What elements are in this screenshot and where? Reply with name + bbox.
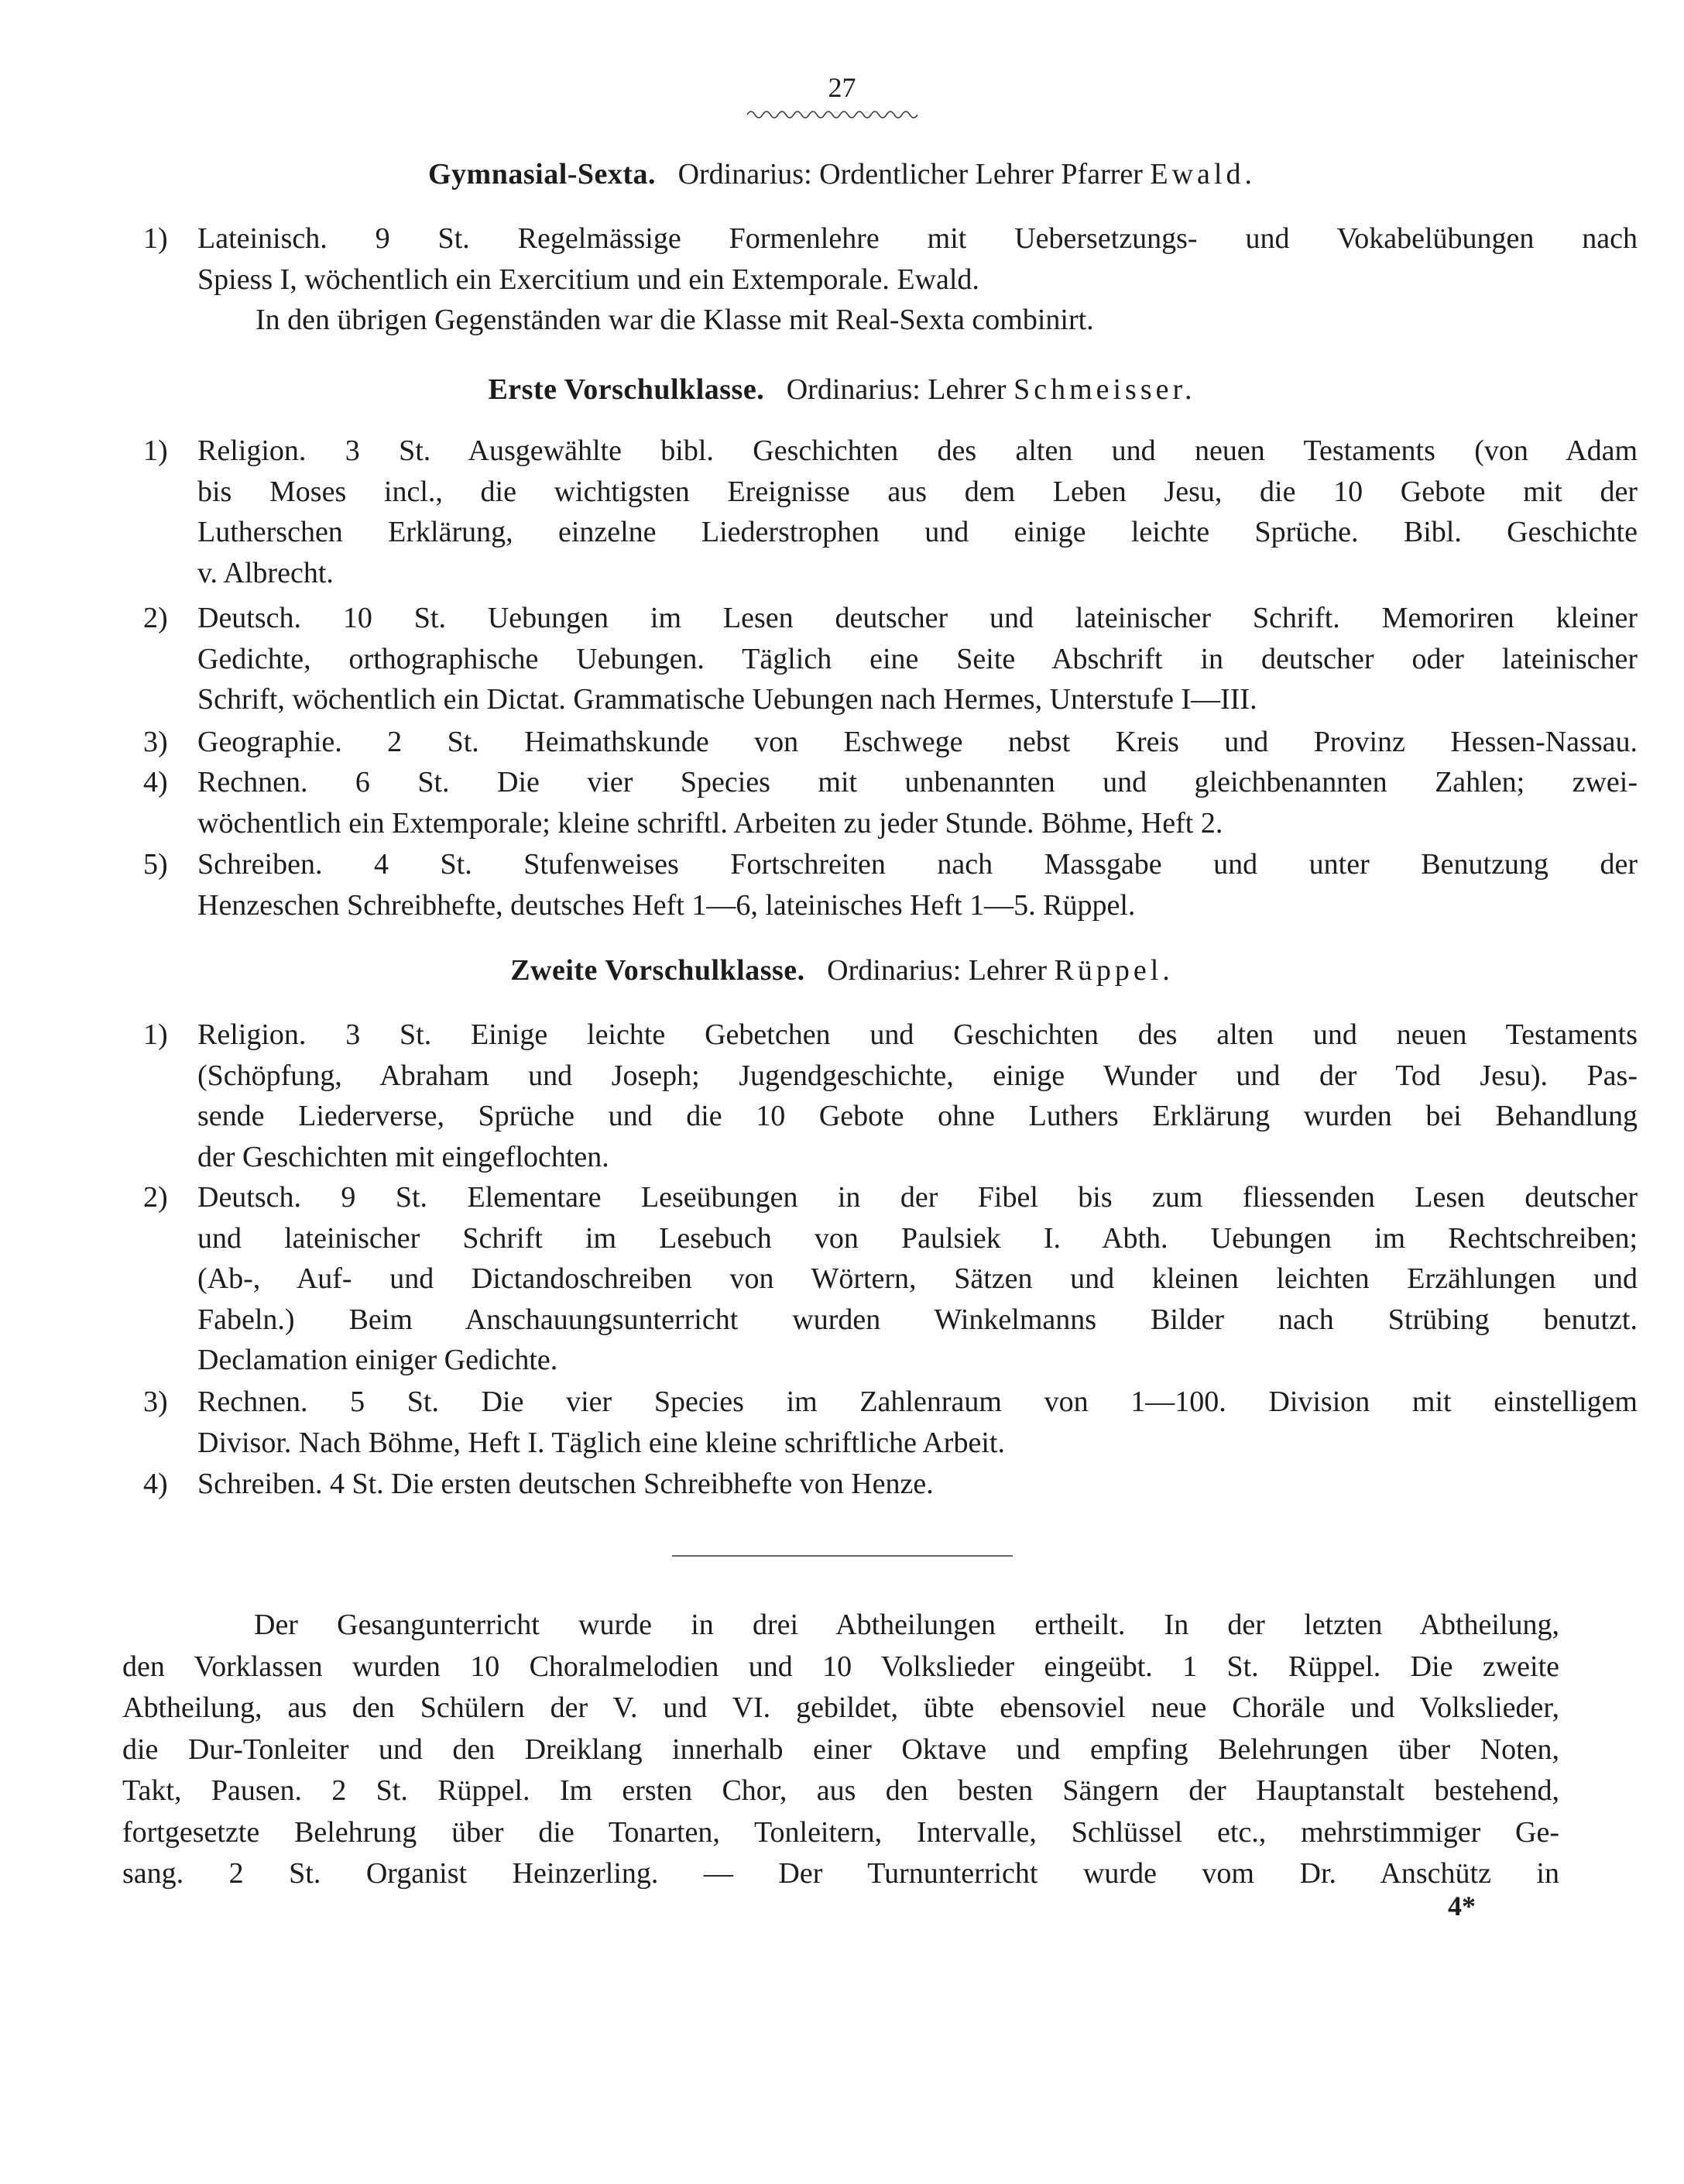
teacher-name: Ewald.	[1150, 158, 1256, 191]
paragraph-line: die Dur-Tonleiter und den Dreiklang innerhalb einer Oktave und empfing Belehrungen über Noten,	[122, 1732, 1559, 1766]
ornament-divider	[747, 108, 917, 121]
teacher-name: Rüppel.	[1054, 954, 1174, 987]
closing-paragraph	[122, 1605, 1559, 1895]
item-number: 3)	[143, 1386, 168, 1418]
section-ordinarius: Ordinarius: Lehrer	[786, 373, 1014, 406]
item-line: bis Moses incl., die wichtigsten Ereignisse aus dem Leben Jesu, die 10 Gebote mit der	[197, 475, 1638, 508]
section-note	[256, 300, 1494, 341]
item-line: v. Albrecht.	[197, 556, 334, 589]
item-line: Lutherschen Erklärung, einzelne Liederstrophen und einige leichte Sprüche. Bibl. Geschichte	[197, 516, 1638, 548]
item-number: 2)	[143, 602, 168, 634]
item-line: der Geschichten mit eingeflochten.	[197, 1140, 609, 1173]
item-number: 1)	[143, 222, 168, 255]
signature-mark: 4*	[1448, 1890, 1476, 1921]
item-line: sende Liederverse, Sprüche und die 10 Gebote ohne Luthers Erklärung wurden bei Behandlung	[197, 1100, 1638, 1132]
section-heading	[0, 951, 1684, 990]
section-ordinarius: Ordinarius: Lehrer	[827, 954, 1055, 987]
paragraph-line: Takt, Pausen. 2 St. Rüppel. Im ersten Chor, aus den besten Sängern der Hauptanstalt bestehend,	[122, 1774, 1559, 1807]
paragraph-line: fortgesetzte Belehrung über die Tonarten, Tonleitern, Intervalle, Schlüssel etc., mehrstimmiger Ge-	[122, 1815, 1559, 1849]
paragraph-line: Abtheilung, aus den Schülern der V. und VI. gebildet, übte ebensoviel neue Choräle und Volkslieder,	[122, 1691, 1559, 1724]
item-line: Geographie. 2 St. Heimathskunde von Eschwege nebst Kreis und Provinz Hessen-Nassau.	[197, 726, 1638, 758]
item-number: 3)	[143, 726, 168, 758]
item-number: 5)	[143, 848, 168, 881]
item-number: 1)	[143, 434, 168, 467]
item-line: (Schöpfung, Abraham und Joseph; Jugendgeschichte, einige Wunder und der Tod Jesu). Pas-	[197, 1059, 1638, 1092]
item-line: Divisor. Nach Böhme, Heft I. Täglich eine kleine schriftliche Arbeit.	[197, 1426, 1005, 1459]
item-line: Declamation einiger Gedichte.	[197, 1344, 558, 1376]
item-line: wöchentlich ein Extemporale; kleine schriftl. Arbeiten zu jeder Stunde. Böhme, Heft 2.	[197, 806, 1223, 840]
section-ordinarius: Ordinarius: Ordentlicher Lehrer Pfarrer	[677, 158, 1151, 191]
item-line: Schreiben. 4 St. Stufenweises Fortschreiten nach Massgabe und unter Benutzung der	[197, 848, 1638, 881]
item-line: Schrift, wöchentlich ein Dictat. Grammatische Uebungen nach Hermes, Unterstufe I—III.	[197, 683, 1257, 716]
section-heading	[0, 370, 1684, 409]
note-text: In den übrigen Gegenständen war die Klasse mit Real-Sexta combinirt.	[256, 304, 1094, 336]
section-title: Erste Vorschulklasse.	[488, 373, 765, 406]
item-number: 2)	[143, 1181, 168, 1214]
item-number: 4)	[143, 766, 168, 798]
item-line: Lateinisch. 9 St. Regelmässige Formenlehre mit Uebersetzungs- und Vokabelübungen nach	[197, 222, 1638, 255]
teacher-name: Schmeisser.	[1013, 373, 1196, 406]
section-title: Zweite Vorschulklasse.	[510, 954, 805, 987]
item-line: Religion. 3 St. Einige leichte Gebetchen und Geschichten des alten und neuen Testaments	[197, 1018, 1638, 1051]
section-heading	[0, 155, 1684, 194]
paragraph-line: Der Gesangunterricht wurde in drei Abtheilungen ertheilt. In der letzten Abtheilung,	[254, 1609, 1559, 1641]
item-line: Schreiben. 4 St. Die ersten deutschen Schreibhefte von Henze.	[197, 1468, 934, 1500]
item-line: Spiess I, wöchentlich ein Exercitium und ein Extemporale. Ewald.	[197, 263, 979, 296]
item-line: Deutsch. 9 St. Elementare Leseübungen in der Fibel bis zum fliessenden Lesen deutscher	[197, 1181, 1638, 1214]
paragraph-line: sang. 2 St. Organist Heinzerling. — Der Turnunterricht wurde vom Dr. Anschütz in	[122, 1857, 1559, 1890]
section-divider	[672, 1555, 1013, 1557]
page-number: 27	[828, 72, 856, 103]
item-number: 1)	[143, 1018, 168, 1051]
item-line: Rechnen. 5 St. Die vier Species im Zahlenraum von 1—100. Division mit einstelligem	[197, 1386, 1638, 1418]
item-line: Fabeln.) Beim Anschauungsunterricht wurden Winkelmanns Bilder nach Strübing benutzt.	[197, 1303, 1638, 1336]
item-line: (Ab-, Auf- und Dictandoschreiben von Wörtern, Sätzen und kleinen leichten Erzählungen und	[197, 1262, 1638, 1295]
section-title: Gymnasial-Sexta.	[428, 158, 657, 191]
item-line: Gedichte, orthographische Uebungen. Täglich eine Seite Abschrift in deutscher oder lateinischer	[197, 642, 1638, 675]
item-line: Deutsch. 10 St. Uebungen im Lesen deutscher und lateinischer Schrift. Memoriren kleiner	[197, 602, 1638, 634]
item-line: Religion. 3 St. Ausgewählte bibl. Geschichten des alten und neuen Testaments (von Adam	[197, 434, 1638, 467]
item-line: und lateinischer Schrift im Lesebuch von Paulsiek I. Abth. Uebungen im Rechtschreiben;	[197, 1221, 1638, 1255]
item-line: Henzeschen Schreibhefte, deutsches Heft 1—6, lateinisches Heft 1—5. Rüppel.	[197, 888, 1136, 922]
item-line: Rechnen. 6 St. Die vier Species mit unbenannten und gleichbenannten Zahlen; zwei-	[197, 766, 1638, 798]
paragraph-line: den Vorklassen wurden 10 Choralmelodien und 10 Volkslieder eingeübt. 1 St. Rüppel. Die zweite	[122, 1650, 1559, 1683]
item-number: 4)	[143, 1468, 168, 1500]
